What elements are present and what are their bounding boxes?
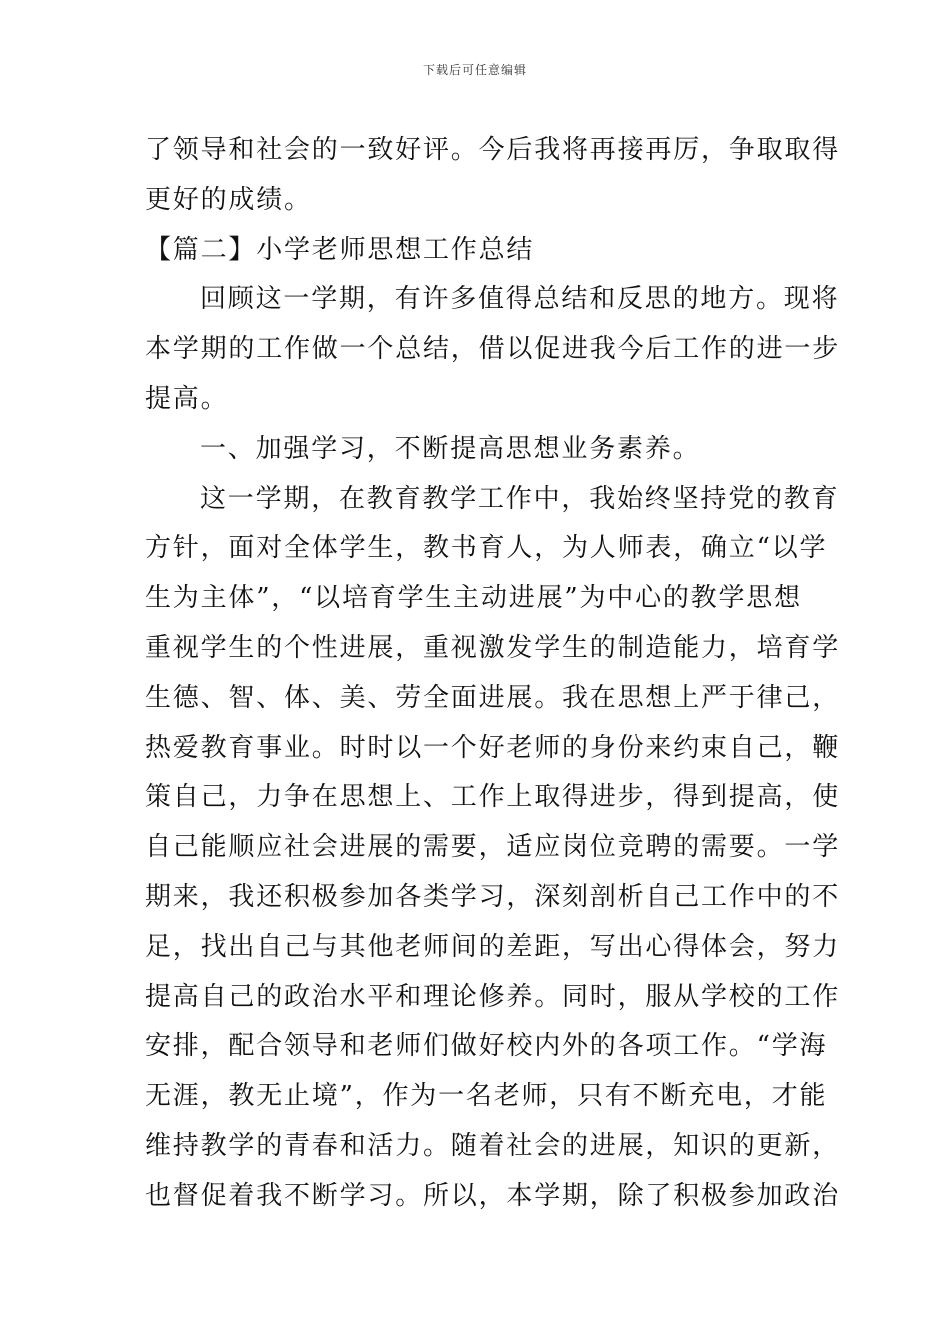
document-body xyxy=(145,126,841,1222)
text-line: 生德、智、体、美、劳全面进展。我在思想上严于律己， xyxy=(145,682,841,713)
text-line: 方针，面对全体学生，教书育人，为人师表，确立“以学 xyxy=(145,533,828,564)
text-line: 重视学生的个性进展，重视激发学生的制造能力，培育学 xyxy=(145,632,841,663)
text-line: 足，找出自己与其他老师间的差距，写出心得体会，努力 xyxy=(145,931,841,962)
paragraph-start: 这一学期，在教育教学工作中，我始终坚持党的教育 xyxy=(200,483,840,514)
page-header: 下载后可任意编辑 xyxy=(422,63,527,77)
text-line: 提高自己的政治水平和理论修养。同时，服从学校的工作 xyxy=(145,981,841,1012)
subsection-heading: 一、加强学习，不断提高思想业务素养。 xyxy=(200,433,701,464)
text-line: 策自己，力争在思想上、工作上取得进步，得到提高，使 xyxy=(145,782,841,813)
text-line: 自己能顺应社会进展的需要，适应岗位竞聘的需要。一学 xyxy=(145,832,841,863)
text-line: 安排，配合领导和老师们做好校内外的各项工作。“学海 xyxy=(145,1031,828,1062)
text-line: 了领导和社会的一致好评。今后我将再接再厉，争取取得 xyxy=(145,135,841,165)
section-heading: 【篇二】小学老师思想工作总结 xyxy=(145,234,535,265)
text-line: 更好的成绩。 xyxy=(145,184,312,215)
text-line: 也督促着我不断学习。所以，本学期，除了积极参加政治 xyxy=(145,1180,841,1211)
text-line: 本学期的工作做一个总结，借以促进我今后工作的进一步 xyxy=(145,334,841,365)
text-line: 期来，我还积极参加各类学习，深刻剖析自己工作中的不 xyxy=(145,881,841,912)
text-line: 无涯，教无止境”，作为一名老师，只有不断充电，才能 xyxy=(145,1081,828,1112)
paragraph-start: 回顾这一学期，有许多值得总结和反思的地方。现将 xyxy=(200,284,840,315)
text-line: 维持教学的青春和活力。随着社会的进展，知识的更新， xyxy=(145,1130,841,1161)
text-line: 生为主体”，“以培育学生主动进展”为中心的教学思想 xyxy=(145,583,802,614)
text-line: 热爱教育事业。时时以一个好老师的身份来约束自己，鞭 xyxy=(145,732,841,763)
text-line: 提高。 xyxy=(145,383,229,414)
